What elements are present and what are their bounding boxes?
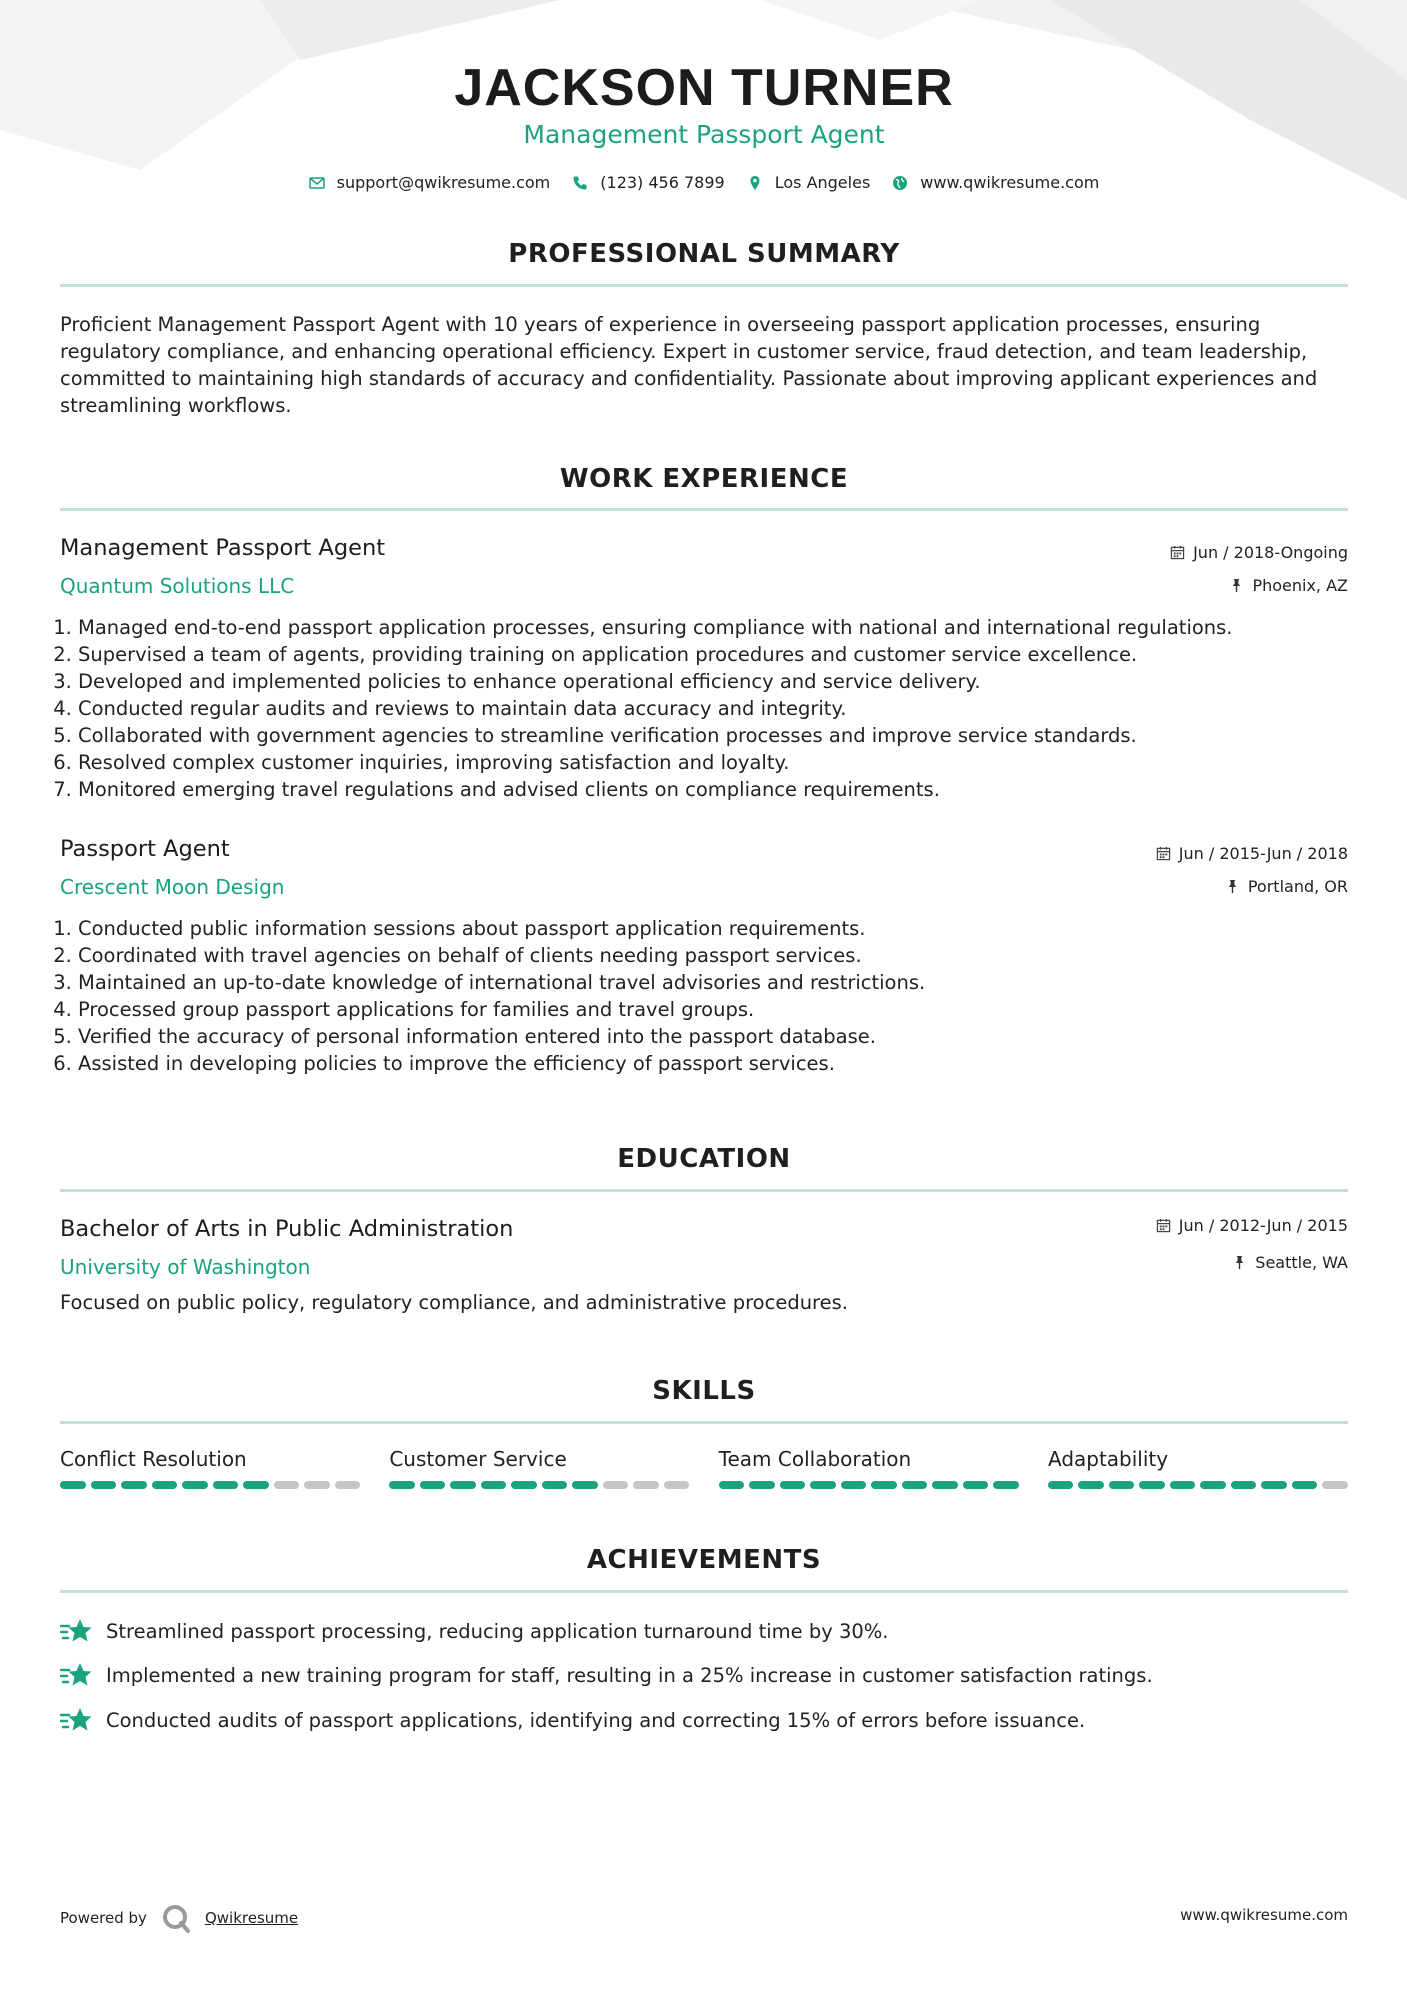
skill-segment-filled (1048, 1481, 1074, 1489)
education-divider (60, 1189, 1348, 1192)
job-dates-text: Jun / 2018-Ongoing (1193, 543, 1348, 562)
company-name: Crescent Moon Design (60, 875, 285, 899)
achievement-item (60, 1706, 1085, 1734)
skill-segment-filled (993, 1481, 1019, 1489)
skill-level-bar (1048, 1481, 1348, 1489)
qwikresume-link[interactable]: Qwikresume (204, 1909, 299, 1927)
skill-level-bar (60, 1481, 360, 1489)
skill-segment-filled (420, 1481, 446, 1489)
contact-bar (60, 173, 1348, 192)
contact-website[interactable] (892, 173, 1099, 192)
skill-segment-filled (719, 1481, 745, 1489)
job-dates (1156, 844, 1348, 863)
pushpin-icon (1225, 879, 1240, 894)
job-title: Passport Agent (60, 836, 230, 862)
list-item: 3. Developed and implemented policies to enhance operational efficiency and service delivery. (78, 668, 1348, 695)
skill-segment-filled (243, 1481, 269, 1489)
powered-by-label: Powered by (60, 1909, 147, 1927)
skill-segment-filled (481, 1481, 507, 1489)
list-item: 2. Coordinated with travel agencies on behalf of clients needing passport services. (78, 942, 1348, 969)
skill-segment-filled (60, 1481, 86, 1489)
skill-segment-filled (152, 1481, 178, 1489)
skill-segment-filled (1109, 1481, 1135, 1489)
contact-email-text: support@qwikresume.com (336, 173, 551, 192)
list-item: 7. Monitored emerging travel regulations and advised clients on compliance requirements. (78, 776, 1348, 803)
pushpin-icon (1229, 578, 1244, 593)
summary-text: Proficient Management Passport Agent with 10 years of experience in overseeing passport application processes, ensuring regulatory compliance, and enhancing operational efficiency. Expert in customer service, fraud detection, and team leadership, committed to maintaining high standards of accuracy and confidentiality. Passionate about improving applicant experiences and streamlining workflows. (60, 313, 1318, 417)
skills-divider (60, 1421, 1348, 1424)
list-item: 4. Processed group passport applications for families and travel groups. (78, 996, 1348, 1023)
achievements-heading: ACHIEVEMENTS (586, 1545, 822, 1575)
skill-item (1048, 1447, 1348, 1489)
calendar-icon (1170, 545, 1185, 560)
pushpin-icon (1232, 1255, 1247, 1270)
skill-segment-empty (603, 1481, 629, 1489)
experience-divider (60, 508, 1348, 511)
list-item: 2. Supervised a team of agents, providing training on application procedures and customer service excellence. (78, 641, 1348, 668)
skill-segment-filled (1139, 1481, 1165, 1489)
job-responsibilities (60, 915, 1348, 1077)
job-location (1225, 877, 1348, 896)
skill-segment-filled (841, 1481, 867, 1489)
achievement-text: Conducted audits of passport applications, identifying and correcting 15% of errors before issuance. (106, 1708, 1086, 1732)
achievement-item (60, 1617, 889, 1645)
skill-segment-filled (780, 1481, 806, 1489)
list-item: 1. Conducted public information sessions about passport application requirements. (78, 915, 1348, 942)
list-item: 4. Conducted regular audits and reviews to maintain data accuracy and integrity. (78, 695, 1348, 722)
calendar-icon (1156, 846, 1171, 861)
list-item: 3. Maintained an up-to-date knowledge of international travel advisories and restrictions. (78, 969, 1348, 996)
contact-phone-text: (123) 456 7899 (600, 173, 725, 192)
candidate-title: Management Passport Agent (523, 120, 885, 149)
skill-segment-filled (91, 1481, 117, 1489)
skill-segment-filled (871, 1481, 897, 1489)
footer-url[interactable]: www.qwikresume.com (1180, 1906, 1348, 1924)
skill-segment-filled (182, 1481, 208, 1489)
list-item: 6. Resolved complex customer inquiries, improving satisfaction and loyalty. (78, 749, 1348, 776)
skill-segment-filled (1078, 1481, 1104, 1489)
star-award-icon (60, 1661, 92, 1689)
skill-segment-filled (810, 1481, 836, 1489)
skill-segment-empty (664, 1481, 690, 1489)
job-title: Management Passport Agent (60, 535, 386, 561)
skill-segment-filled (121, 1481, 147, 1489)
education-location-text: Seattle, WA (1255, 1253, 1348, 1272)
skill-item (389, 1447, 689, 1489)
degree-title: Bachelor of Arts in Public Administration (60, 1216, 514, 1242)
achievement-text: Implemented a new training program for staff, resulting in a 25% increase in customer satisfaction ratings. (106, 1663, 1153, 1687)
calendar-icon (1156, 1218, 1171, 1233)
job-dates (1170, 543, 1348, 562)
contact-location (747, 173, 871, 192)
skill-name: Customer Service (389, 1447, 567, 1471)
globe-icon (892, 175, 908, 191)
skill-segment-filled (1170, 1481, 1196, 1489)
list-item: 1. Managed end-to-end passport application processes, ensuring compliance with national and international regulations. (78, 614, 1348, 641)
skill-segment-filled (902, 1481, 928, 1489)
contact-phone[interactable] (572, 173, 724, 192)
skill-segment-empty (304, 1481, 330, 1489)
skill-segment-filled (213, 1481, 239, 1489)
skill-segment-empty (633, 1481, 659, 1489)
job-dates-text: Jun / 2015-Jun / 2018 (1178, 844, 1348, 863)
skill-segment-filled (511, 1481, 537, 1489)
company-name: Quantum Solutions LLC (60, 574, 295, 598)
envelope-icon (309, 175, 325, 191)
skill-level-bar (389, 1481, 689, 1489)
job-location-text: Phoenix, AZ (1252, 576, 1348, 595)
skill-segment-filled (963, 1481, 989, 1489)
job-location-text: Portland, OR (1247, 877, 1348, 896)
job-responsibilities (60, 614, 1348, 803)
education-location (1232, 1253, 1348, 1272)
contact-location-text: Los Angeles (774, 173, 871, 192)
skill-level-bar (719, 1481, 1019, 1489)
skill-item (719, 1447, 1019, 1489)
education-heading: EDUCATION (617, 1144, 791, 1174)
education-dates (1156, 1216, 1348, 1235)
experience-heading: WORK EXPERIENCE (559, 464, 849, 494)
skill-segment-filled (932, 1481, 958, 1489)
skill-segment-filled (1261, 1481, 1287, 1489)
skill-segment-empty (335, 1481, 361, 1489)
map-pin-icon (747, 175, 763, 191)
contact-website-text: www.qwikresume.com (920, 173, 1100, 192)
skill-segment-filled (450, 1481, 476, 1489)
phone-icon (572, 175, 588, 191)
skill-name: Adaptability (1047, 1447, 1169, 1471)
list-item: 5. Verified the accuracy of personal information entered into the passport database. (78, 1023, 1348, 1050)
job-location (1229, 576, 1348, 595)
skill-segment-filled (572, 1481, 598, 1489)
star-award-icon (60, 1706, 92, 1734)
skill-segment-filled (542, 1481, 568, 1489)
skill-item (60, 1447, 360, 1489)
summary-heading: PROFESSIONAL SUMMARY (508, 239, 900, 269)
skill-segment-filled (749, 1481, 775, 1489)
skill-segment-empty (274, 1481, 300, 1489)
qwikresume-logo-icon (161, 1903, 191, 1933)
summary-divider (60, 284, 1348, 287)
achievements-divider (60, 1590, 1348, 1593)
skill-segment-empty (1322, 1481, 1348, 1489)
list-item: 5. Collaborated with government agencies to streamline verification processes and improve service standards. (78, 722, 1348, 749)
achievement-text: Streamlined passport processing, reducing application turnaround time by 30%. (106, 1619, 889, 1643)
skill-name: Team Collaboration (718, 1447, 912, 1471)
star-award-icon (60, 1617, 92, 1645)
achievement-item (60, 1661, 1153, 1689)
education-description: Focused on public policy, regulatory compliance, and administrative procedures. (60, 1291, 848, 1314)
contact-email[interactable] (309, 173, 551, 192)
skills-heading: SKILLS (652, 1376, 756, 1406)
education-dates-text: Jun / 2012-Jun / 2015 (1178, 1216, 1348, 1235)
skills-list (60, 1447, 1348, 1489)
skill-segment-filled (389, 1481, 415, 1489)
school-name: University of Washington (60, 1255, 311, 1279)
candidate-name: JACKSON TURNER (454, 59, 954, 117)
skill-segment-filled (1200, 1481, 1226, 1489)
skill-name: Conflict Resolution (60, 1447, 247, 1471)
skill-segment-filled (1231, 1481, 1257, 1489)
footer-powered-by (60, 1903, 298, 1933)
skill-segment-filled (1292, 1481, 1318, 1489)
list-item: 6. Assisted in developing policies to improve the efficiency of passport services. (78, 1050, 1348, 1077)
